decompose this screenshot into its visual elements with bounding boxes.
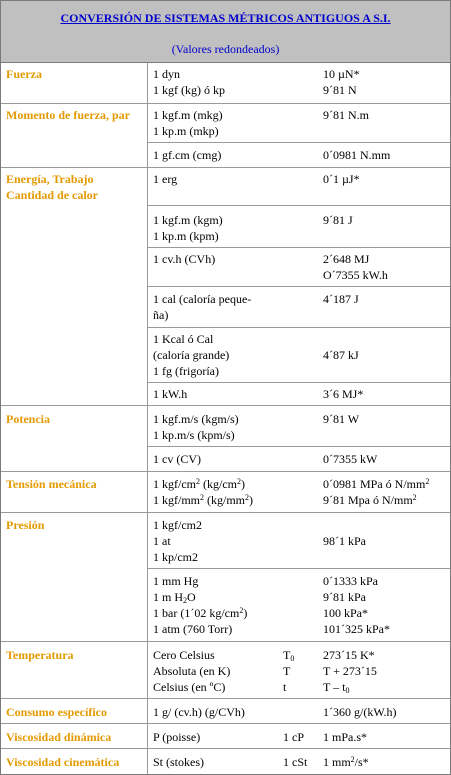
category-line: Energía, Trabajo <box>6 172 94 186</box>
unit-text: Celsius (en ºC) <box>153 680 226 694</box>
subrow-divider <box>148 382 450 383</box>
unit-text: 1 kgf/cm2 <box>153 518 202 532</box>
row-divider <box>1 512 450 513</box>
unit-text: 1 kgf/$mm^2$ $(kg/mm^2)$ <box>153 493 253 507</box>
unit-text: 1 mm Hg <box>153 574 199 588</box>
unit-text: ña) <box>153 308 169 322</box>
value-text: 9´81 N <box>323 83 357 97</box>
value-cell <box>323 647 377 695</box>
unit-text: 1 kgf/$cm^2$ $(kg/cm^2)$ <box>153 477 245 491</box>
column-divider <box>147 63 148 774</box>
category-potencia: Potencia <box>6 412 50 426</box>
unit-cell <box>153 291 251 323</box>
unit-text: 1 dyn <box>153 67 180 81</box>
unit-cell: 1 cv (CV) <box>153 452 201 466</box>
unit-text: 1 bar (1´02 $kg/cm^2$) <box>153 606 248 620</box>
unit-cell <box>153 212 223 244</box>
category-visc-din: Viscosidad dinámica <box>6 730 112 744</box>
symbol-text: $T_0$ <box>283 648 295 663</box>
value-cell: 0´7355 kW <box>323 452 378 466</box>
value-cell: 0´0981 N.mm <box>323 148 391 162</box>
value-cell: 1´360 g/(kW.h) <box>323 705 397 719</box>
symbol-text: t <box>283 680 287 694</box>
category-consumo: Consumo específico <box>6 705 107 719</box>
table-subtitle: (Valores redondeados) <box>171 42 280 56</box>
row-divider <box>1 405 450 406</box>
value-cell: 4´187 J <box>323 292 359 306</box>
value-cell <box>323 107 369 123</box>
table-title[interactable]: CONVERSIÓN DE SISTEMAS MÉTRICOS ANTIGUOS A S.I. <box>60 11 391 25</box>
unit-text: 1 cal (caloría peque- <box>153 292 252 306</box>
value-text: 9´81 kPa <box>323 590 366 604</box>
unit-text: 1 at <box>153 534 171 548</box>
symbol-cell <box>283 647 294 695</box>
value-cell <box>323 573 390 637</box>
row-divider <box>1 103 450 104</box>
unit-cell: 1 cv.h (CVh) <box>153 252 216 266</box>
value-cell: 98´1 kPa <box>323 534 366 548</box>
value-cell: 4´87 kJ <box>323 348 359 362</box>
unit-cell: 1 g/ (cv.h) (g/CVh) <box>153 705 245 719</box>
subrow-divider <box>148 205 450 206</box>
value-cell <box>323 251 388 283</box>
subrow-divider <box>148 286 450 287</box>
unit-text: 1 kp.m/s (kpm/s) <box>153 428 235 442</box>
row-divider <box>1 167 450 168</box>
unit-text: Absoluta (en K) <box>153 664 231 678</box>
value-cell: 9´81 W <box>323 412 360 426</box>
subrow-divider <box>148 142 450 143</box>
unit-text: 1 kgf.m (mkg) <box>153 108 223 122</box>
unit-cell: 1 gf.cm (cmg) <box>153 148 222 162</box>
value-text: 0´1333 kPa <box>323 574 378 588</box>
unit-text: 1 kp/cm2 <box>153 550 198 564</box>
value-text: 9´81 Mpa ó $N/mm^2$ <box>323 493 417 507</box>
symbol-text: T <box>283 664 291 678</box>
row-divider <box>1 698 450 699</box>
unit-text: 1 m $H_2O$ <box>153 590 196 605</box>
category-visc-cin: Viscosidad cinemática <box>6 755 120 769</box>
unit-text: 1 kp.m (kpm) <box>153 229 219 243</box>
subrow-divider <box>148 568 450 569</box>
unit-text: Cero Celsius <box>153 648 215 662</box>
row-divider <box>1 723 450 724</box>
unit-text: (caloría grande) <box>153 348 230 362</box>
unit-cell: 1 kW.h <box>153 387 188 401</box>
unit-text: 1 kp.m (mkp) <box>153 124 219 138</box>
category-tension: Tensión mecánica <box>6 477 97 491</box>
value-cell: 1 mPa.s* <box>323 730 368 744</box>
category-presion: Presión <box>6 518 45 532</box>
unit-cell: St (stokes) <box>153 755 204 769</box>
unit-cell <box>153 107 223 139</box>
subrow-divider <box>148 327 450 328</box>
value-text: T – $t_0$ <box>323 680 350 695</box>
row-divider <box>1 641 450 642</box>
unit-text: 1 Kcal ó Cal <box>153 332 214 346</box>
unit-cell: P (poisse) <box>153 730 201 744</box>
unit-cell <box>153 411 239 443</box>
table-header <box>1 1 450 63</box>
unit-text: 1 atm (760 Torr) <box>153 622 233 636</box>
unit-cell <box>153 647 230 695</box>
category-momento: Momento de fuerza, par <box>6 108 130 122</box>
category-temperatura: Temperatura <box>6 648 74 662</box>
unit-cell: 1 erg <box>153 172 178 186</box>
category-fuerza: Fuerza <box>6 67 42 81</box>
subrow-divider <box>148 247 450 248</box>
unit-text: 1 kgf (kg) ó kp <box>153 83 225 97</box>
category-line: Cantidad de calor <box>6 188 99 202</box>
value-cell: 0´1 µJ* <box>323 172 360 186</box>
row-divider <box>1 748 450 749</box>
unit-text: 1 kgf.m (kgm) <box>153 213 223 227</box>
value-text: 100 kPa* <box>323 606 368 620</box>
value-text: O´7355 kW.h <box>323 268 388 282</box>
value-cell: 3´6 MJ* <box>323 387 364 401</box>
unit-cell <box>153 331 229 379</box>
unit-cell <box>153 573 247 637</box>
symbol-cell: 1 cP <box>283 730 304 744</box>
category-energia <box>6 171 98 203</box>
value-cell: 1 $mm^2/s*$ <box>323 755 369 769</box>
value-text: 10 µN* <box>323 67 360 81</box>
unit-text: 1 fg (frigoría) <box>153 364 219 378</box>
unit-cell <box>153 66 225 98</box>
value-text: 9´81 N.m <box>323 108 369 122</box>
unit-cell <box>153 476 253 508</box>
unit-text: 1 kgf.m/s (kgm/s) <box>153 412 239 426</box>
value-text: 2´648 MJ <box>323 252 370 266</box>
value-text: 101´325 kPa* <box>323 622 390 636</box>
row-divider <box>1 471 450 472</box>
unit-cell <box>153 517 202 565</box>
value-text: 273´15 K* <box>323 648 375 662</box>
value-cell <box>323 476 429 508</box>
value-text: T + 273´15 <box>323 664 377 678</box>
value-text: 0´0981 MPa ó $N/mm^2$ <box>323 477 430 491</box>
value-cell <box>323 66 360 98</box>
subrow-divider <box>148 446 450 447</box>
symbol-cell: 1 cSt <box>283 755 308 769</box>
value-cell: 9´81 J <box>323 213 353 227</box>
